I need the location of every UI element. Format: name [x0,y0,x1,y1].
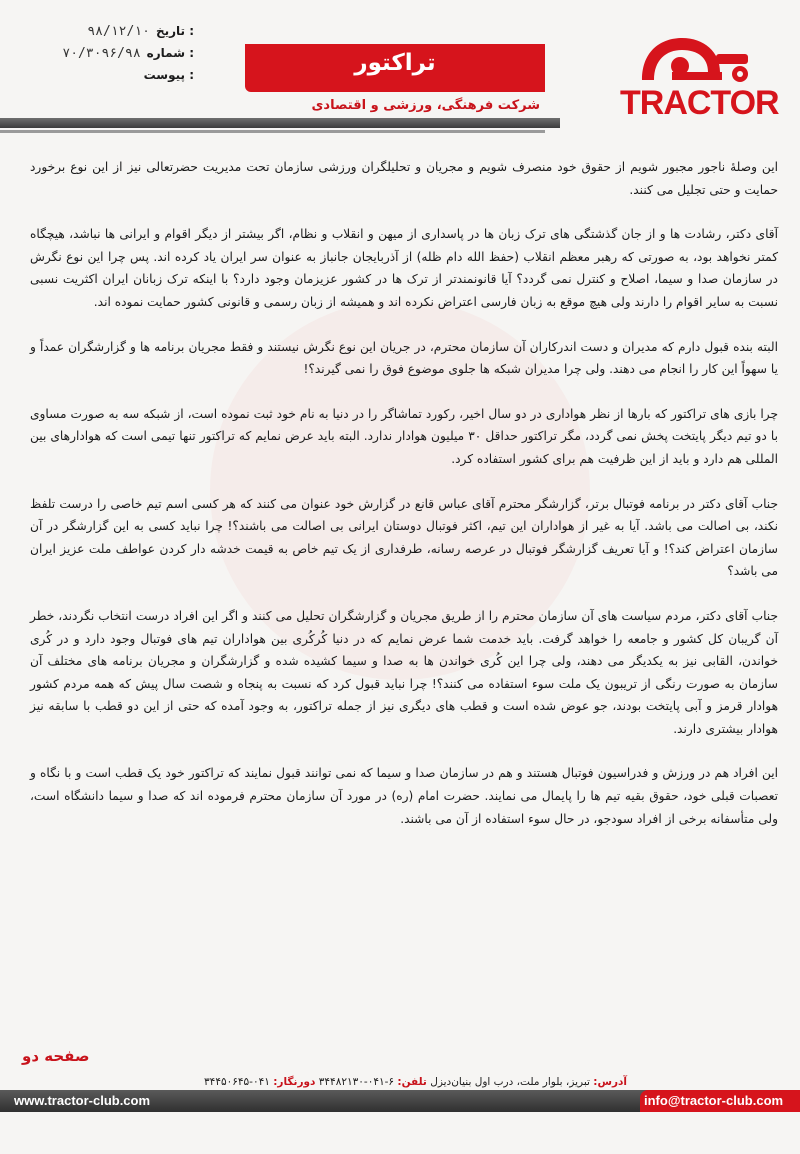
body-paragraph: این افراد هم در ورزش و فدراسیون فوتبال هستند و هم در سازمان صدا و سیما که نمی توانند قبول نمایند که تراکتور خود یک قطب است و با نگاه و تعصبات قبلی خود، حقوق بقیه تیم ها را پایمال می نمایند. حضرت امام (ره) در مورد آن سازمان محترم فرموده اند که صدا و سیما دانشگاه است، ولی متأسفانه برخی از افراد سودجو، در حال سوء استفاده از آن می باشند. [30,766,778,826]
meta-date [14,20,194,42]
address-text: تبریز، بلوار ملت، درب اول بنیان‌دیزل [430,1076,590,1088]
meta-date-value: ۹۸/۱۲/۱۰ [87,23,150,39]
fax-label: دورنگار: [273,1076,316,1088]
website-link[interactable]: www.tractor-club.com [14,1093,151,1108]
body-paragraph: البته بنده قبول دارم که مدیران و دست اندرکاران آن سازمان محترم، در جریان این نوع نگرش نیستند و فقط مجریان برنامه ها و گزارشگران عمداً و یا سهواً این کار را انجام می دهند. ولی چرا مدیران شبکه ها جلوی موضوع فوق را نمی گیرند؟! [30,339,778,377]
footer-bar [0,1090,800,1112]
logo-wordmark: TRACTOR [620,84,779,122]
tractor-logo-icon [620,28,770,88]
body-paragraph: این وصلهٔ ناجور مجبور شویم از حقوق خود منصرف شویم و مجریان و تحلیلگران ورزشی سازمان تحت مدیریت حضرتعالی نیز از این نوع برخورد حمایت و حتی تجلیل می کنند. [30,160,778,197]
page-number-label: صفحه دو [22,1047,90,1065]
letterhead [0,0,800,150]
phone-label: تلفن: [397,1076,427,1088]
footer-contact [192,1076,627,1088]
body-paragraph: جناب آقای دکتر در برنامه فوتبال برتر، گزارشگر محترم آقای عباس قانع در گزارش خود عنوان می کنند که هر کسی اسم تیم خاصی را درست تلفظ نکند، بی اصالت می باشد. آیا به غیر از هواداران این تیم، اکثر فوتبال دوستان ایرانی بی اصالت می باشند؟! چرا نباید کسی به این گزارشگر در آن سازمان اعتراض کند؟! و آیا تعریف گزارشگر فوتبال در عرصه رسانه، طرفداری از یک تیم خاص به قیمت خدشه دار کردن عواطف ملت عزیز ایران می باشد؟ [30,496,778,579]
letter-body [30,156,778,852]
body-paragraph: چرا بازی های تراکتور که بارها از نظر هواداری در دو سال اخیر، رکورد تماشاگر را در دنیا به نام خود ثبت نموده است، از شبکه سه به صورت مساوی با دو تیم دیگر پایتخت پخش نمی گردد، مگر تراکتور حداقل ۳۰ میلیون هوادار ندارد. البته باید عرض نمایم که تراکتور تنها تیمی است که هوادارهای بین المللی هم دارد و باید از این ظرفیت هم برای کشور استفاده کرد. [30,406,778,466]
body-paragraph: آقای دکتر، رشادت ها و از جان گذشتگی های ترک زبان ها در پاسداری از میهن و انقلاب و نظام، اگر بیشتر از دیگر اقوام و ایرانی ها نباشد، هیچگاه کمتر نخواهد بود، به صورتی که رهبر معظم انقلاب (حفظ الله دام ظله) از آذربایجان جانباز به عنوان سر ایران یاد کرده اند. پس چرا این نوع نگرش در سازمان صدا و سیما، اصلاح و کنترل نمی گردد؟ آیا قانونمندتر از ترک ها در کشور عزیزمان وجود دارد؟ با اینکه ترک زبانان ایران اکثریت نسبی نسبت به سایر اقوام را دارند ولی هیچ موقع به زبان فارسی اعتراض نکرده اند و همیشه از زبان رسمی و قانونی کشور حمایت نموده اند. [30,227,778,309]
header-divider [0,118,560,128]
meta-date-label: تاریخ : [155,24,194,38]
email-link[interactable]: info@tractor-club.com [644,1093,784,1108]
meta-number-label: شماره : [146,46,194,60]
title-band [245,44,545,92]
meta-attachment [14,64,194,86]
meta-attachment-label: پیوست : [143,68,194,82]
letter-meta [14,20,194,86]
letterhead-title: تراکتور [354,50,436,76]
meta-number [14,42,194,64]
fax-number: ۰۴۱-۳۴۴۵۰۶۴۵ [204,1076,270,1088]
address-label: آدرس: [593,1076,627,1088]
header-divider-thin [0,130,545,133]
body-paragraph: جناب آقای دکتر، مردم سیاست های آن سازمان محترم را از طریق مجریان و گزارشگران تحلیل می کنند و اگر این افراد درست انتخاب نگردند، خطر آن گریبان کل کشور و جامعه را خواهد گرفت. باید خدمت شما عرض نمایم که در دنیا کُرکُری بین هواداران تیم های فوتبال وجود دارد و در کُری خواندن، القابی نیز به یکدیگر می دهند، ولی چرا این کُری خواندن ها به صدا و سیما کشیده شده و گزارشگران و مجریان برنامه های مختلف آن سازمان به صورت رنگی از تریبون یک ملت سوء استفاده می کنند؟! چرا نباید قبول کرد که نسبت به پنجاه و شصت سال پیش که همه مردم کشور هوادار قرمز و آبی پایتخت بودند، جو عوض شده است و قطب های دیگری نیز از جمله تراکتور، به وجود آمده که حتی از این دو قطب با سابقه نیز هوادار بیشتری دارند. [30,608,778,736]
meta-number-value: ۷۰/۳۰۹۶/۹۸ [62,45,141,61]
tractor-logo [620,28,779,124]
letterhead-subtitle: شرکت فرهنگی، ورزشی و اقتصادی [311,98,540,113]
phone-number: ۶-۰۴۱-۳۴۴۸۲۱۳۰ [318,1076,395,1088]
